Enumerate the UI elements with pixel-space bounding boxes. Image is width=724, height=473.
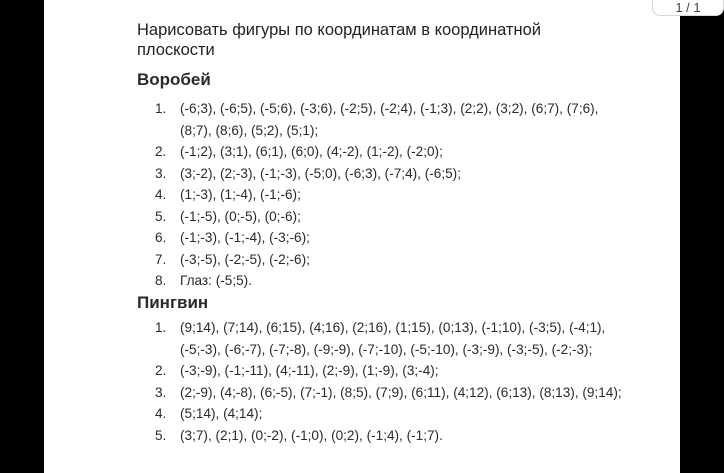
list-item-text: (-3;-5), (-2;-5), (-2;-6); xyxy=(180,251,310,267)
list-item-text: (-6;3), (-6;5), (-5;6), (-3;6), (-2;5), (-2;4), (-1;3), (2;2), (3;2), (6;7), (7;6), (8;7), (8;6), (5;2), (5;1); xyxy=(180,101,599,138)
page-counter-badge[interactable] xyxy=(652,0,724,16)
list-item-text: (-1;-3), (-1;-4), (-3;-6); xyxy=(180,230,310,245)
list-item-text: (5;14), (4;14); xyxy=(180,406,263,421)
sparrow-coordinate-list xyxy=(155,98,625,292)
list-item-number: 2. xyxy=(155,144,167,159)
list-item-number: 8. xyxy=(155,273,167,288)
list-item-number: 1. xyxy=(155,320,167,335)
list-item xyxy=(155,403,625,425)
section-heading-sparrow: Воробей xyxy=(137,70,211,89)
section-heading-penguin: Пингвин xyxy=(137,293,209,312)
list-item xyxy=(155,317,625,360)
document-page xyxy=(44,0,701,473)
list-item xyxy=(155,98,625,141)
list-item-number: 1. xyxy=(155,101,167,116)
page-counter-label: 1 / 1 xyxy=(675,0,701,15)
list-item-number: 4. xyxy=(155,187,167,202)
list-item-text: (-1;2), (3;1), (6;1), (6;0), (4;-2), (1;-2), (-2;0); xyxy=(180,144,443,159)
list-item-text: (-1;-5), (0;-5), (0;-6); xyxy=(180,208,301,224)
list-item-number: 6. xyxy=(155,230,167,245)
list-item xyxy=(155,141,625,163)
list-item-number: 4. xyxy=(155,406,167,421)
list-item-number: 3. xyxy=(155,384,167,400)
list-item xyxy=(155,227,625,249)
list-item-number: 2. xyxy=(155,363,167,378)
list-item xyxy=(155,163,625,185)
document-title: Нарисовать фигуры по координатам в координатной плоскости xyxy=(137,21,541,59)
penguin-coordinate-list xyxy=(155,317,625,446)
list-item xyxy=(155,270,625,292)
list-item xyxy=(155,249,625,271)
list-item-number: 7. xyxy=(155,251,167,267)
list-item-text: (-3;-9), (-1;-11), (4;-11), (2;-9), (1;-9), (3;-4); xyxy=(180,363,439,378)
list-item-text: (3;-2), (2;-3), (-1;-3), (-5;0), (-6;3), (-7;4), (-6;5); xyxy=(180,165,461,181)
list-item-text: (2;-9), (4;-8), (6;-5), (7;-1), (8;5), (7;9), (6;11), (4;12), (6;13), (8;13), (9;14); xyxy=(180,384,622,400)
list-item-text: Глаз: (-5;5). xyxy=(180,273,252,288)
list-item-text: (1;-3), (1;-4), (-1;-6); xyxy=(180,187,301,202)
list-item-number: 3. xyxy=(155,165,167,181)
list-item xyxy=(155,184,625,206)
list-item-number: 5. xyxy=(155,427,167,443)
list-item-text: (9;14), (7;14), (6;15), (4;16), (2;16), (1;15), (0;13), (-1;10), (-3;5), (-4;1), (-5;-3), (-6;-7), (-7;-8), (-9;-9), (-7;-10), (-5;-10), (-3;-9), (-3;-5), (-2;-3); xyxy=(180,320,606,357)
list-item xyxy=(155,360,625,382)
list-item xyxy=(155,206,625,228)
list-item xyxy=(155,382,625,404)
list-item-number: 5. xyxy=(155,208,167,224)
list-item xyxy=(155,425,625,447)
list-item-text: (3;7), (2;1), (0;-2), (-1;0), (0;2), (-1;4), (-1;7). xyxy=(180,427,443,443)
